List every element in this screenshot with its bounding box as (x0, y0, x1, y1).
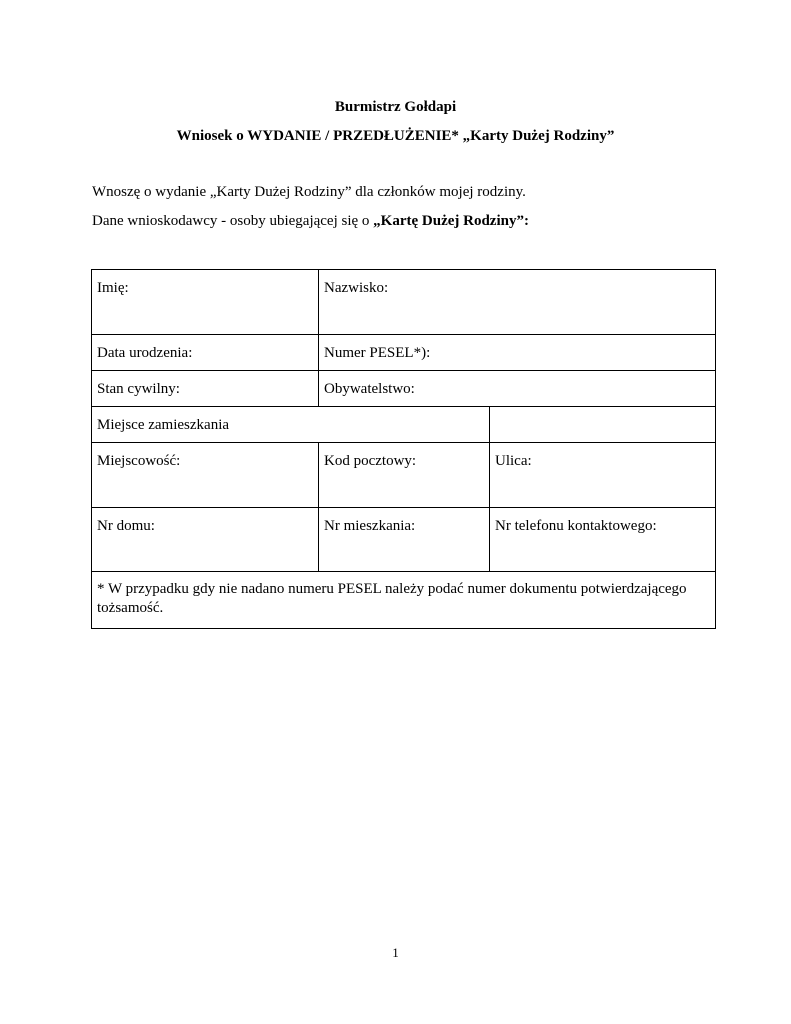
phone-number-field[interactable] (490, 508, 716, 572)
intro-applicant-card-name: „Kartę Dużej Rodziny”: (373, 213, 529, 229)
street-field[interactable] (490, 443, 716, 508)
phone-number-label: Nr telefonu kontaktowego: (495, 518, 657, 534)
marital-status-field[interactable] (92, 371, 319, 407)
residence-section-label: Miejsce zamieszkania (97, 417, 230, 433)
birth-date-label: Data urodzenia: (97, 345, 193, 361)
authority-heading: Burmistrz Gołdapi (334, 99, 457, 115)
pesel-field[interactable] (319, 335, 716, 371)
intro-request-text: Wnoszę o wydanie „Karty Dużej Rodziny” dla członków mojej rodziny. (92, 184, 526, 200)
postal-code-field[interactable] (319, 443, 490, 508)
apartment-number-field[interactable] (319, 508, 490, 572)
document-title: Wniosek o WYDANIE / PRZEDŁUŻENIE* „Karty Dużej Rodziny” (176, 128, 615, 144)
applicant-data-table (91, 269, 716, 629)
pesel-footnote: * W przypadku gdy nie nadano numeru PESEL należy podać numer dokumentu potwierdzającego tożsamość. (92, 572, 716, 629)
first-name-label: Imię: (97, 280, 129, 296)
intro-applicant-prefix: Dane wnioskodawcy - osoby ubiegającej się o (92, 213, 374, 229)
apartment-number-label: Nr mieszkania: (324, 518, 416, 534)
city-label: Miejscowość: (97, 453, 181, 469)
street-label: Ulica: (495, 453, 532, 469)
pesel-label: Numer PESEL*): (324, 345, 431, 361)
citizenship-field[interactable] (319, 371, 716, 407)
residence-section-header (92, 407, 490, 443)
page-number: 1 (392, 945, 399, 960)
birth-date-field[interactable] (92, 335, 319, 371)
house-number-label: Nr domu: (97, 518, 155, 534)
house-number-field[interactable] (92, 508, 319, 572)
intro-applicant-text (92, 213, 529, 230)
city-field[interactable] (92, 443, 319, 508)
first-name-field[interactable] (92, 270, 319, 335)
citizenship-label: Obywatelstwo: (324, 381, 415, 397)
marital-status-label: Stan cywilny: (97, 381, 180, 397)
last-name-field[interactable] (319, 270, 716, 335)
postal-code-label: Kod pocztowy: (324, 453, 417, 469)
residence-section-empty-cell (490, 407, 716, 443)
last-name-label: Nazwisko: (324, 280, 389, 296)
